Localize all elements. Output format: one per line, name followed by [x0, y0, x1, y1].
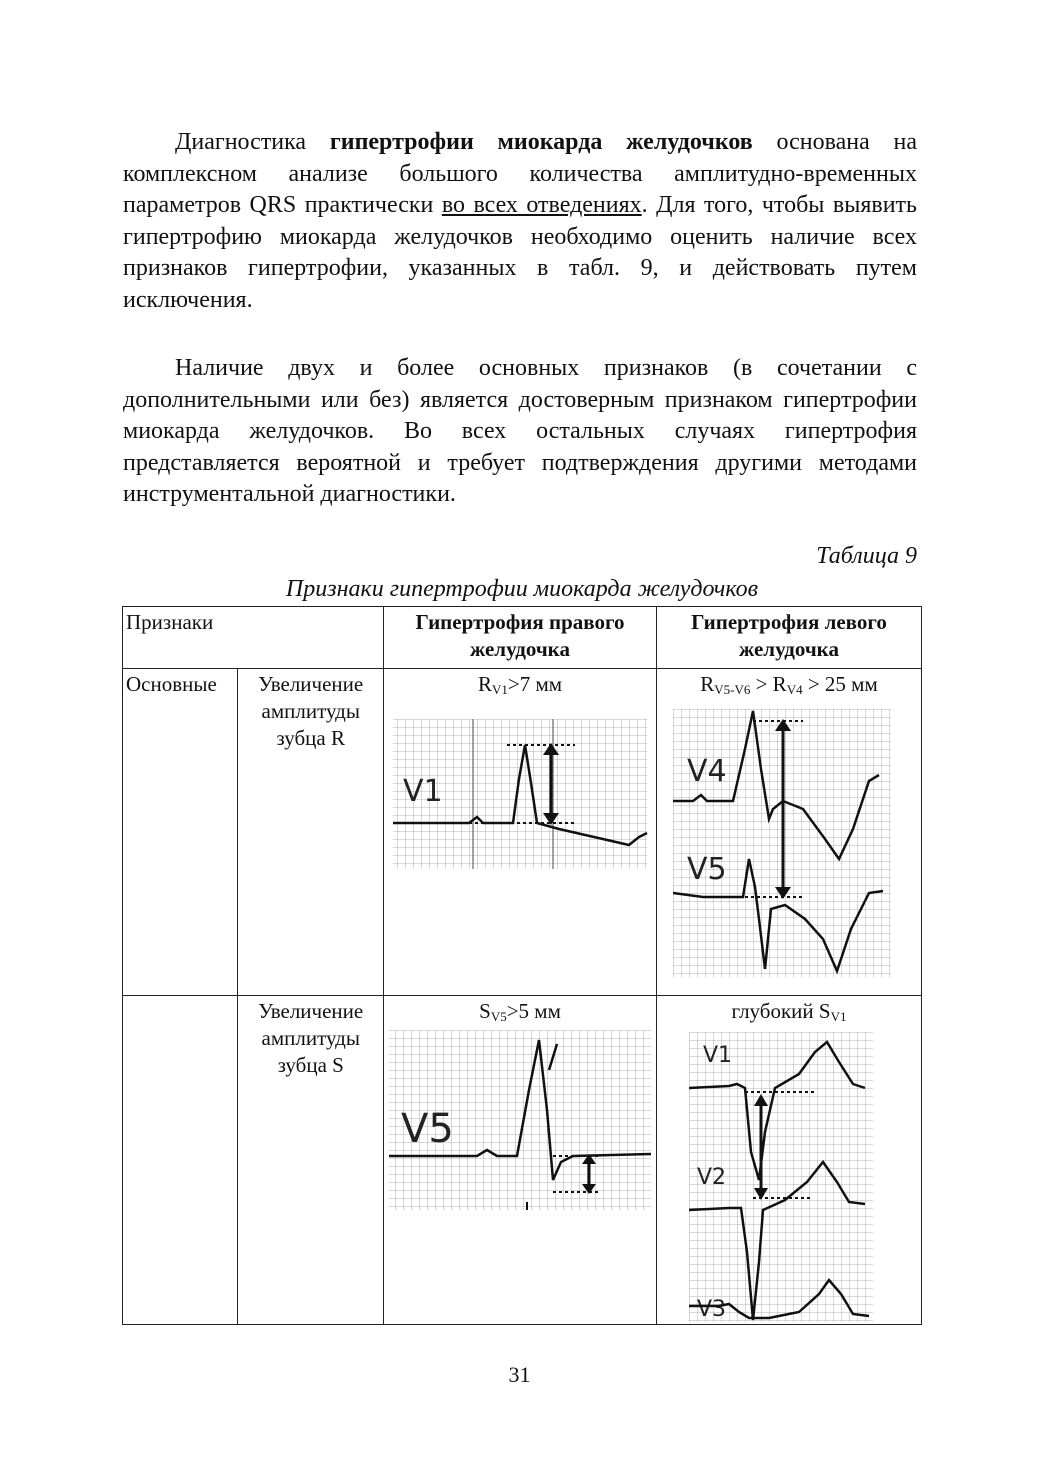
paragraph-2: Наличие двух и более основных признаков (в сочетании с дополнительными или без) является достоверным признаком гипертрофии миокарда желудочков. Во всех остальных случаях гипертрофия представляется вероятной и требует подтверждения другими методами инструментальной диагностики.	[123, 355, 917, 507]
table-title: Признаки гипертрофии миокарда желудочков	[285, 576, 759, 602]
paragraph-1	[123, 127, 917, 316]
cell-lv-r	[657, 669, 922, 996]
row-group-empty	[123, 996, 238, 1325]
lead-label-v1-s: V1	[703, 1043, 733, 1068]
cell-rv-r	[384, 669, 657, 996]
lead-label-v2: V2	[697, 1165, 727, 1190]
lead-label-v5: V5	[687, 852, 727, 887]
header-left-ventricle: Гипертрофия левого желудочка	[657, 607, 922, 669]
lead-label-v4: V4	[687, 754, 727, 789]
p1-mid: основана на комплексном анализе большого количества амплитудно-временных параметров QRS практически	[123, 129, 917, 218]
sign-s-amplitude: Увеличение амплитуды зубца S	[238, 996, 384, 1325]
p1-bold: гипертрофии миокарда желудочков	[329, 129, 753, 155]
page-number: 31	[508, 1362, 531, 1387]
ecg-v5-figure	[387, 1030, 653, 1220]
ecg-v1-v3-figure	[689, 1032, 889, 1322]
sign-r-amplitude: Увеличение амплитуды зубца R	[238, 669, 384, 996]
lead-label-v3: V3	[697, 1297, 727, 1322]
row-group-main: Основные	[123, 669, 238, 996]
criterion-rv1: $R_{V1}>7$ мм	[477, 672, 563, 697]
lead-label-v5-s: V5	[401, 1106, 454, 1152]
criterion-sv5: $S_{V5}>5$ мм	[479, 999, 561, 1024]
ecg-v4-v5-figure	[673, 709, 905, 979]
p1-end: . Для того, чтобы выявить гипертрофию миокарда желудочков необходимо оценить наличие всех признаков гипертрофии, указанных в табл. 9, и действовать путем исключения.	[123, 192, 917, 313]
table-number: Таблица 9	[816, 543, 917, 569]
signs-table	[122, 606, 922, 1325]
criterion-deep-sv1: глубокий $S_{V1}$	[731, 999, 847, 1024]
criterion-rv5v6: $R_{V5-V6} > R_{V4} > 25$ мм	[700, 672, 878, 697]
header-right-ventricle: Гипертрофия правого желудочка	[384, 607, 657, 669]
p1-underline: во всех отведениях	[441, 192, 642, 218]
header-signs: Признаки	[123, 607, 384, 669]
cell-rv-s	[384, 996, 657, 1325]
ecg-v1-figure	[389, 719, 651, 879]
cell-lv-s	[657, 996, 922, 1325]
p1-start: Диагностика	[175, 129, 330, 155]
lead-label-v1: V1	[403, 774, 443, 809]
